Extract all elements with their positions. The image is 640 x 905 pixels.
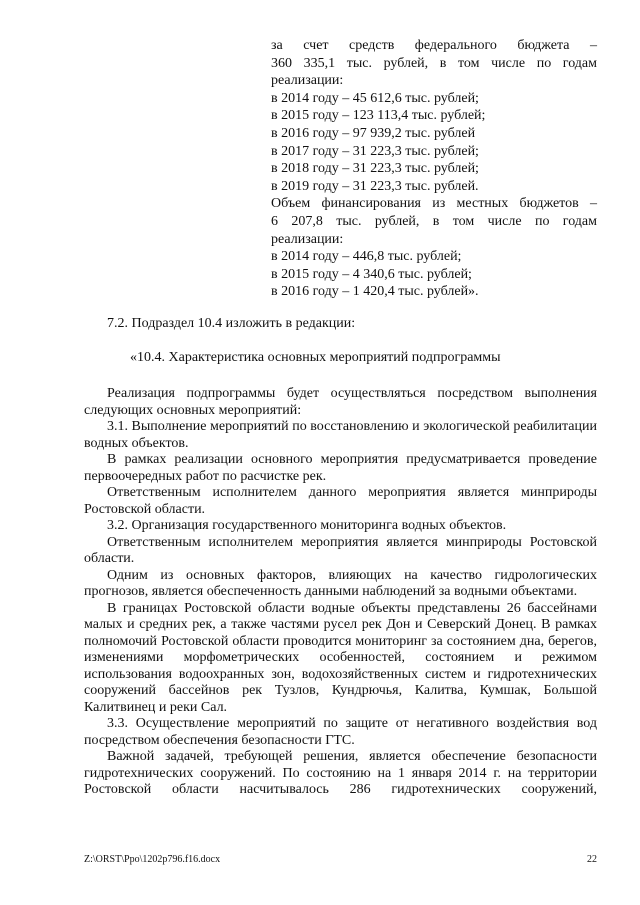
body-text <box>84 386 597 799</box>
body-paragraph: 3.2. Организация государственного мониторинга водных объектов. <box>107 518 507 533</box>
body-paragraph: 3.3. Осуществление мероприятий по защите от негативного воздействия вод посредством обеспечения безопасности ГТС. <box>84 716 597 748</box>
body-paragraph: Ответственным исполнителем данного мероприятия является минприроды Ростовской области. <box>84 485 597 517</box>
funding-line: в 2014 году – 446,8 тыс. рублей; <box>271 249 462 265</box>
body-paragraph: 3.1. Выполнение мероприятий по восстановлению и экологической реабилитации водных объектов. <box>84 419 597 451</box>
body-paragraph: В рамках реализации основного мероприятия предусматривается проведение первоочередных работ по расчистке рек. <box>84 452 597 484</box>
funding-line: 6 207,8 тыс. рублей, в том числе по годам <box>271 213 597 229</box>
body-paragraph: Одним из основных факторов, влияющих на качество гидрологических прогнозов, является обеспеченность данными наблюдений за водными объектами. <box>84 567 597 599</box>
body-paragraph: Ответственным исполнителем мероприятия является минприроды Ростовской области. <box>84 534 597 566</box>
body-paragraph: Реализация подпрограммы будет осуществляться посредством выполнения следующих основных мероприятий: <box>84 386 597 418</box>
funding-line: в 2015 году – 123 113,4 тыс. рублей; <box>271 108 486 124</box>
funding-line: за счет средств федерального бюджета – <box>271 38 597 53</box>
funding-line: в 2018 году – 31 223,3 тыс. рублей; <box>271 161 479 177</box>
funding-line: 360 335,1 тыс. рублей, в том числе по годам <box>271 55 597 71</box>
funding-line: в 2019 году – 31 223,3 тыс. рублей. <box>271 178 479 194</box>
funding-line: реализации: <box>271 73 344 89</box>
file-path: Z:\ORST\Ppo\1202p796.f16.docx <box>84 854 221 865</box>
subsection-title: «10.4. Характеристика основных мероприятий подпрограммы <box>130 350 501 365</box>
funding-line: в 2016 году – 97 939,2 тыс. рублей <box>271 125 476 141</box>
body-paragraph: В границах Ростовской области водные объекты представлены 26 бассейнами малых и средних рек, а также частями русел рек Дон и Северский Донец. В рамках полномочий Ростовской области проводится мониторинг за состоянием дна, берегов, изменениями морфометрических особенностей, состоянием и режимом использования водоохранных зон, водохозяйственных систем и гидротехнических сооружений бассейнов рек Тузлов, Кундрючья, Калитва, Кумшак, Большой Калитвинец и реки Сал. <box>84 600 597 715</box>
funding-line: в 2014 году – 45 612,6 тыс. рублей; <box>271 90 479 106</box>
funding-line: в 2017 году – 31 223,3 тыс. рублей; <box>271 143 479 159</box>
body-paragraph: Важной задачей, требующей решения, является обеспечение безопасности гидротехнических сооружений. По состоянию на 1 января 2014 г. на территории Ростовской области насчитывалось 286 гидротехнических сооружений, <box>84 749 597 797</box>
page-number: 22 <box>587 854 597 865</box>
funding-line: в 2015 году – 4 340,6 тыс. рублей; <box>271 266 472 282</box>
funding-column <box>271 37 597 301</box>
funding-line: в 2016 году – 1 420,4 тыс. рублей». <box>271 284 479 300</box>
funding-line: реализации: <box>271 231 344 247</box>
section-7-2-heading: 7.2. Подраздел 10.4 изложить в редакции: <box>107 316 356 331</box>
funding-line: Объем финансирования из местных бюджетов – <box>271 196 597 212</box>
